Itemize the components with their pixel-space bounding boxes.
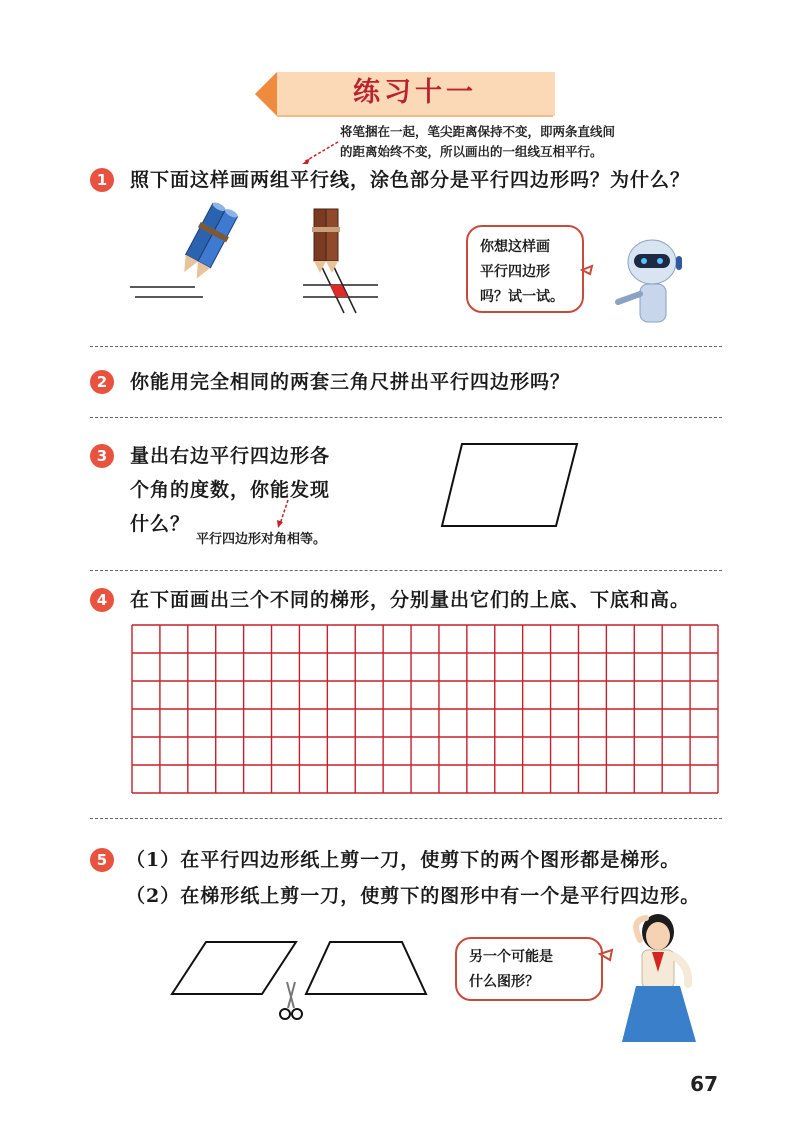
- robot-speech-bubble: [466, 225, 584, 313]
- girl-character: [600, 910, 710, 1045]
- q3-line2: 个角的度数，你能发现: [130, 479, 331, 501]
- page-title: 练习十一: [353, 77, 477, 108]
- q4-number-badge: 4: [90, 588, 114, 612]
- blue-pencils-drawing: [125, 215, 235, 305]
- q5-line1: （1）在平行四边形纸上剪一刀，使剪下的两个图形都是梯形。: [126, 849, 681, 871]
- brown-pencils-drawing: [298, 205, 388, 315]
- q3-line1: 量出右边平行四边形各: [130, 445, 331, 467]
- robot-character: [582, 232, 692, 327]
- robot-bubble-line1: 你想这样画: [480, 239, 550, 255]
- divider-1: [90, 346, 722, 347]
- q4-text: 在下面画出三个不同的梯形，分别量出它们的上底、下底和高。: [130, 589, 691, 611]
- q5-number-badge: 5: [90, 848, 114, 872]
- page-number: 67: [690, 1072, 718, 1096]
- q3-note-arrow: [270, 498, 300, 532]
- divider-3: [90, 570, 722, 571]
- robot-bubble-line2: 平行四边形: [480, 264, 550, 280]
- q5-line2: （2）在梯形纸上剪一刀，使剪下的图形中有一个是平行四边形。: [126, 885, 701, 907]
- q2-text: 你能用完全相同的两套三角尺拼出平行四边形吗？: [130, 371, 571, 393]
- q2-number-badge: 2: [90, 370, 114, 394]
- girl-bubble-line1: 另一个可能是: [469, 949, 553, 965]
- q1-note-line1: 将笔捆在一起，笔尖距离保持不变，即两条直线间: [340, 124, 616, 139]
- girl-speech-bubble: [455, 937, 603, 1001]
- q3-note: 平行四边形对角相等。: [196, 532, 327, 547]
- q3-number-badge: 3: [90, 444, 114, 468]
- q1-text: 照下面这样画两组平行线，涂色部分是平行四边形吗？为什么？: [130, 169, 691, 191]
- divider-2: [90, 417, 722, 418]
- girl-bubble-line2: 什么图形？: [469, 974, 539, 990]
- q1-number-badge: 1: [90, 168, 114, 192]
- divider-4: [90, 818, 722, 819]
- q3-line3: 什么？: [130, 513, 191, 535]
- q4-drawing-grid[interactable]: [132, 625, 718, 793]
- q3-parallelogram: [440, 440, 585, 530]
- q1-note-line2: 的距离始终不变，所以画出的一组线互相平行。: [340, 144, 603, 159]
- robot-bubble-line3: 吗？试一试。: [480, 289, 564, 305]
- scissors-icon: [278, 980, 304, 1022]
- q5-trapezoid: [302, 938, 432, 998]
